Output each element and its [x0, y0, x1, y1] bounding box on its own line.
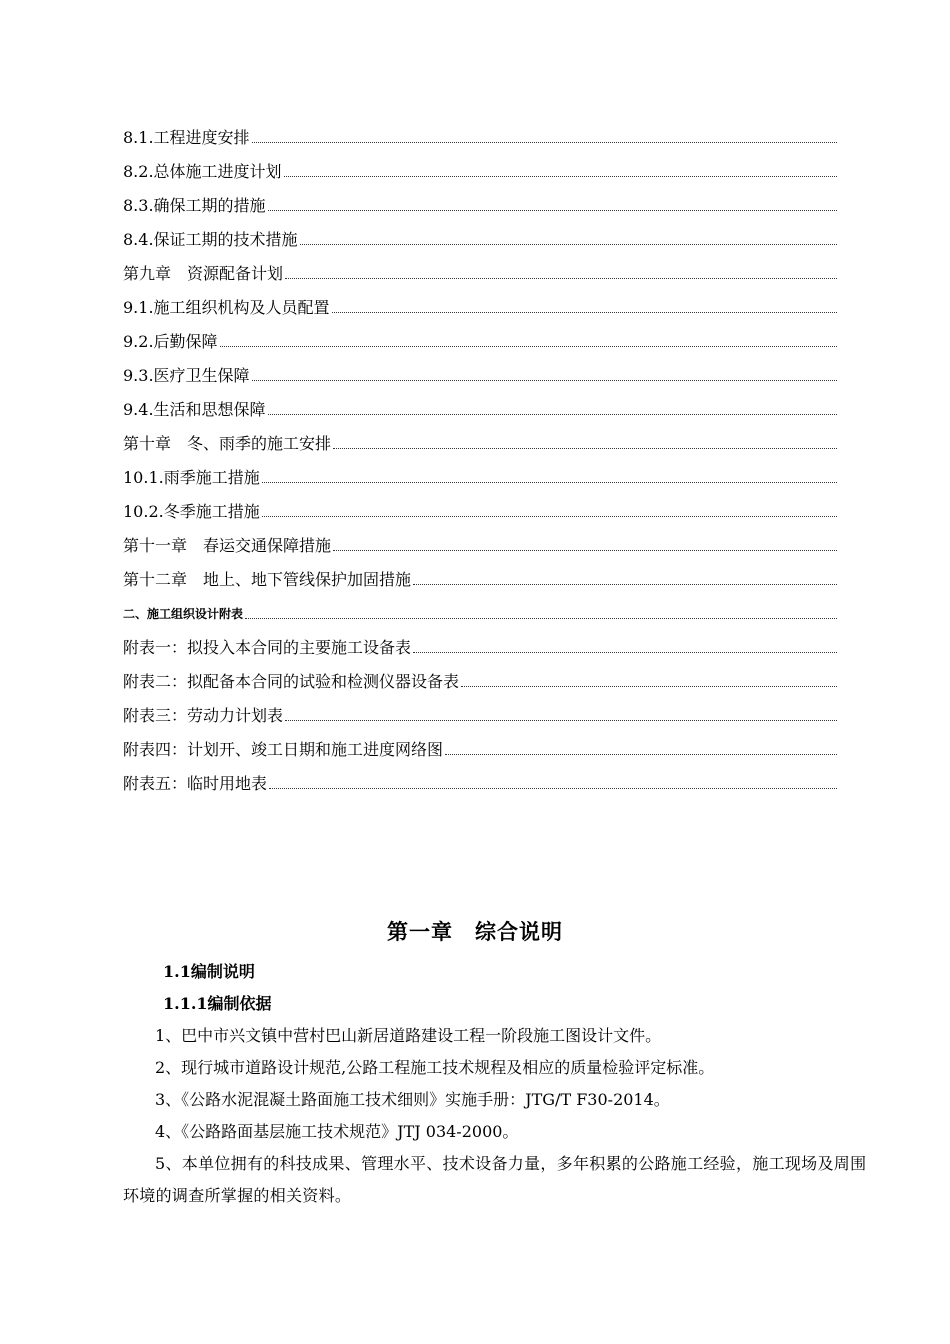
toc-entry-text: 附表二：拟配备本合同的试验和检测仪器设备表	[123, 672, 460, 691]
toc-entry[interactable]	[123, 386, 837, 420]
toc-leader	[285, 719, 837, 721]
toc-leader	[220, 345, 837, 347]
toc-entry[interactable]	[123, 488, 837, 522]
toc-entry[interactable]	[123, 556, 837, 590]
toc-entry-text: 10.2.冬季施工措施	[123, 502, 260, 521]
toc-entry[interactable]	[123, 624, 837, 658]
toc-leader	[333, 447, 837, 449]
toc-leader	[262, 515, 837, 517]
toc-entry-text: 9.1.施工组织机构及人员配置	[123, 298, 330, 317]
toc-leader	[461, 685, 837, 687]
subsection-heading: 1.1.1编制依据	[163, 994, 272, 1013]
toc-entry[interactable]	[123, 454, 837, 488]
toc-entry-text: 附表一：拟投入本合同的主要施工设备表	[123, 638, 412, 657]
toc-entry[interactable]	[123, 148, 837, 182]
toc-entry[interactable]	[123, 726, 837, 760]
toc-leader	[268, 413, 837, 415]
toc-entry-text: 第十二章 地上、地下管线保护加固措施	[123, 570, 412, 589]
toc-entry-text: 9.2.后勤保障	[123, 332, 218, 351]
toc-entry-text: 8.4.保证工期的技术措施	[123, 230, 298, 249]
toc-leader	[445, 753, 837, 755]
toc-entry-text: 8.3.确保工期的措施	[123, 196, 266, 215]
toc-entry-text: 附表四：计划开、竣工日期和施工进度网络图	[123, 740, 444, 759]
toc-entry[interactable]	[123, 352, 837, 386]
toc-leader	[262, 481, 837, 483]
toc-entry-text: 二、施工组织设计附表	[123, 607, 244, 621]
paragraph: 5、本单位拥有的科技成果、管理水平、技术设备力量，多年积累的公路施工经验，施工现场及周围环境的调查所掌握的相关资料。	[123, 1154, 867, 1205]
toc-leader	[252, 379, 837, 381]
toc-entry-text: 第十一章 春运交通保障措施	[123, 536, 332, 555]
paragraph: 4、《公路路面基层施工技术规范》JTJ 034-2000。	[155, 1122, 519, 1141]
table-of-contents	[123, 114, 837, 794]
toc-entry[interactable]	[123, 216, 837, 250]
toc-entry[interactable]	[123, 284, 837, 318]
toc-entry-text: 8.2.总体施工进度计划	[123, 162, 282, 181]
toc-leader	[333, 549, 837, 551]
toc-leader	[300, 243, 837, 245]
toc-leader	[245, 617, 837, 619]
toc-entry[interactable]	[123, 522, 837, 556]
toc-leader	[284, 175, 837, 177]
toc-entry[interactable]	[123, 590, 837, 624]
toc-entry[interactable]	[123, 250, 837, 284]
paragraph: 1、巴中市兴文镇中营村巴山新居道路建设工程一阶段施工图设计文件。	[155, 1026, 662, 1045]
toc-entry-text: 10.1.雨季施工措施	[123, 468, 260, 487]
toc-entry[interactable]	[123, 318, 837, 352]
toc-leader	[285, 277, 837, 279]
toc-entry-text: 9.4.生活和思想保障	[123, 400, 266, 419]
toc-entry[interactable]	[123, 692, 837, 726]
chapter-body	[123, 956, 867, 1212]
toc-leader	[413, 583, 837, 585]
toc-entry-text: 8.1.工程进度安排	[123, 128, 250, 147]
toc-entry[interactable]	[123, 658, 837, 692]
toc-leader	[332, 311, 837, 313]
paragraph: 2、现行城市道路设计规范,公路工程施工技术规程及相应的质量检验评定标准。	[155, 1058, 715, 1077]
toc-entry-text: 附表三：劳动力计划表	[123, 706, 284, 725]
toc-entry-text: 附表五：临时用地表	[123, 774, 268, 793]
toc-entry[interactable]	[123, 760, 837, 794]
toc-entry-text: 第九章 资源配备计划	[123, 264, 284, 283]
section-heading: 1.1编制说明	[163, 962, 255, 981]
toc-entry-text: 第十章 冬、雨季的施工安排	[123, 434, 332, 453]
toc-entry[interactable]	[123, 182, 837, 216]
toc-entry-text: 9.3.医疗卫生保障	[123, 366, 250, 385]
chapter-title: 第一章 综合说明	[387, 919, 563, 944]
toc-entry[interactable]	[123, 420, 837, 454]
paragraph: 3、《公路水泥混凝土路面施工技术细则》实施手册：JTG/T F30-2014。	[155, 1090, 670, 1109]
toc-leader	[269, 787, 837, 789]
toc-entry[interactable]	[123, 114, 837, 148]
toc-leader	[252, 141, 837, 143]
toc-leader	[413, 651, 837, 653]
toc-leader	[268, 209, 837, 211]
